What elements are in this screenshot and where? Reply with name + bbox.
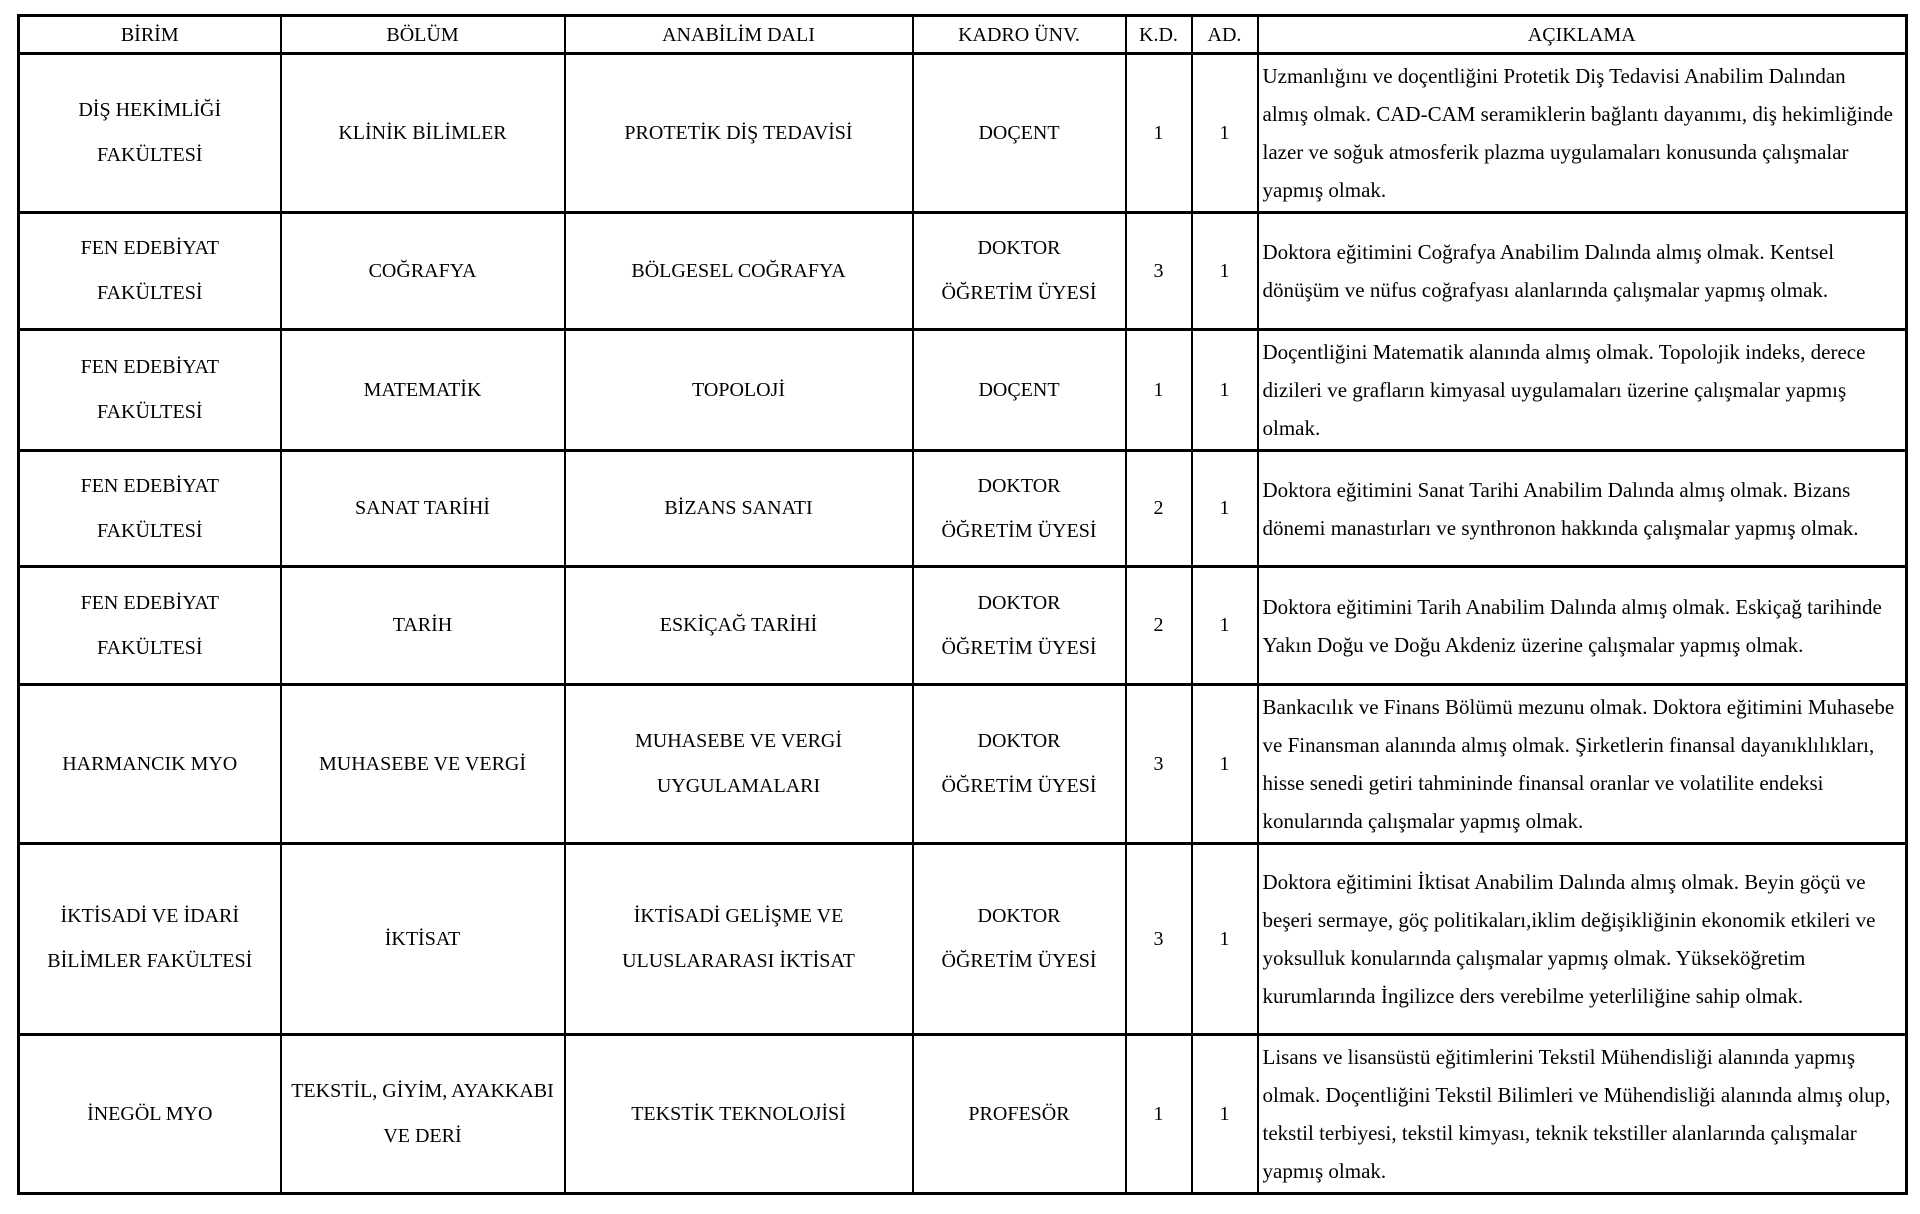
table-row bbox=[19, 844, 1907, 1035]
anabilim-cell: TOPOLOJİ bbox=[565, 330, 913, 451]
aciklama-cell: Bankacılık ve Finans Bölümü mezunu olmak. Doktora eğitimini Muhasebe ve Finansman alanında almış olmak. Şirketlerin finansal dayanıklılıkları, hisse senedi getiri tahmininde finansal oranlar ve volatilite endeksi konularında çalışmalar yapmış olmak. bbox=[1258, 685, 1907, 844]
table-row bbox=[19, 54, 1907, 213]
header-kd: K.D. bbox=[1126, 16, 1192, 54]
kadro-cell: PROFESÖR bbox=[913, 1035, 1126, 1194]
header-row bbox=[19, 16, 1907, 54]
kadro-cell: DOKTOR ÖĞRETİM ÜYESİ bbox=[913, 451, 1126, 567]
anabilim-cell: PROTETİK DİŞ TEDAVİSİ bbox=[565, 54, 913, 213]
table-row bbox=[19, 330, 1907, 451]
table-row bbox=[19, 1035, 1907, 1194]
anabilim-cell: ESKİÇAĞ TARİHİ bbox=[565, 567, 913, 685]
kadro-cell: DOÇENT bbox=[913, 330, 1126, 451]
aciklama-cell: Doktora eğitimini Tarih Anabilim Dalında almış olmak. Eskiçağ tarihinde Yakın Doğu ve Doğu Akdeniz üzerine çalışmalar yapmış olmak. bbox=[1258, 567, 1907, 685]
kadro-cell: DOKTOR ÖĞRETİM ÜYESİ bbox=[913, 567, 1126, 685]
kd-cell: 2 bbox=[1126, 567, 1192, 685]
aciklama-cell: Doçentliğini Matematik alanında almış olmak. Topolojik indeks, derece dizileri ve grafların kimyasal uygulamaları üzerine çalışmalar yapmış olmak. bbox=[1258, 330, 1907, 451]
table-row bbox=[19, 567, 1907, 685]
header-bolum: BÖLÜM bbox=[281, 16, 565, 54]
anabilim-cell: İKTİSADİ GELİŞME VE ULUSLARARASI İKTİSAT bbox=[565, 844, 913, 1035]
table-row bbox=[19, 451, 1907, 567]
kd-cell: 1 bbox=[1126, 330, 1192, 451]
kd-cell: 3 bbox=[1126, 685, 1192, 844]
kadro-cell: DOKTOR ÖĞRETİM ÜYESİ bbox=[913, 213, 1126, 330]
anabilim-cell: BÖLGESEL COĞRAFYA bbox=[565, 213, 913, 330]
birim-cell: FEN EDEBİYAT FAKÜLTESİ bbox=[19, 567, 281, 685]
birim-cell: FEN EDEBİYAT FAKÜLTESİ bbox=[19, 330, 281, 451]
bolum-cell: TEKSTİL, GİYİM, AYAKKABI VE DERİ bbox=[281, 1035, 565, 1194]
academic-positions-table bbox=[17, 14, 1908, 1195]
kadro-cell: DOÇENT bbox=[913, 54, 1126, 213]
header-birim: BİRİM bbox=[19, 16, 281, 54]
anabilim-cell: MUHASEBE VE VERGİ UYGULAMALARI bbox=[565, 685, 913, 844]
birim-cell: İNEGÖL MYO bbox=[19, 1035, 281, 1194]
kd-cell: 1 bbox=[1126, 1035, 1192, 1194]
kd-cell: 1 bbox=[1126, 54, 1192, 213]
bolum-cell: MUHASEBE VE VERGİ bbox=[281, 685, 565, 844]
kd-cell: 2 bbox=[1126, 451, 1192, 567]
table-row bbox=[19, 685, 1907, 844]
ad-cell: 1 bbox=[1192, 330, 1258, 451]
header-anabilim-dali: ANABİLİM DALI bbox=[565, 16, 913, 54]
kadro-cell: DOKTOR ÖĞRETİM ÜYESİ bbox=[913, 844, 1126, 1035]
ad-cell: 1 bbox=[1192, 451, 1258, 567]
birim-cell: HARMANCIK MYO bbox=[19, 685, 281, 844]
bolum-cell: KLİNİK BİLİMLER bbox=[281, 54, 565, 213]
aciklama-cell: Doktora eğitimini Coğrafya Anabilim Dalında almış olmak. Kentsel dönüşüm ve nüfus coğrafyası alanlarında çalışmalar yapmış olmak. bbox=[1258, 213, 1907, 330]
aciklama-cell: Uzmanlığını ve doçentliğini Protetik Diş Tedavisi Anabilim Dalından almış olmak. CAD-CAM seramiklerin bağlantı dayanımı, diş hekimliğinde lazer ve soğuk atmosferik plazma uygulamaları konusunda çalışmalar yapmış olmak. bbox=[1258, 54, 1907, 213]
ad-cell: 1 bbox=[1192, 54, 1258, 213]
bolum-cell: SANAT TARİHİ bbox=[281, 451, 565, 567]
header-aciklama: AÇIKLAMA bbox=[1258, 16, 1907, 54]
kadro-cell: DOKTOR ÖĞRETİM ÜYESİ bbox=[913, 685, 1126, 844]
bolum-cell: MATEMATİK bbox=[281, 330, 565, 451]
ad-cell: 1 bbox=[1192, 213, 1258, 330]
kd-cell: 3 bbox=[1126, 213, 1192, 330]
ad-cell: 1 bbox=[1192, 1035, 1258, 1194]
ad-cell: 1 bbox=[1192, 844, 1258, 1035]
anabilim-cell: TEKSTİK TEKNOLOJİSİ bbox=[565, 1035, 913, 1194]
aciklama-cell: Lisans ve lisansüstü eğitimlerini Tekstil Mühendisliği alanında yapmış olmak. Doçentliğini Tekstil Bilimleri ve Mühendisliği alanında almış olup, tekstil terbiyesi, tekstil kimyası, teknik tekstiller alanlarında çalışmalar yapmış olmak. bbox=[1258, 1035, 1907, 1194]
anabilim-cell: BİZANS SANATI bbox=[565, 451, 913, 567]
header-ad: AD. bbox=[1192, 16, 1258, 54]
birim-cell: FEN EDEBİYAT FAKÜLTESİ bbox=[19, 451, 281, 567]
bolum-cell: COĞRAFYA bbox=[281, 213, 565, 330]
ad-cell: 1 bbox=[1192, 685, 1258, 844]
birim-cell: İKTİSADİ VE İDARİ BİLİMLER FAKÜLTESİ bbox=[19, 844, 281, 1035]
kd-cell: 3 bbox=[1126, 844, 1192, 1035]
aciklama-cell: Doktora eğitimini Sanat Tarihi Anabilim Dalında almış olmak. Bizans dönemi manastırları ve synthronon hakkında çalışmalar yapmış olmak. bbox=[1258, 451, 1907, 567]
birim-cell: FEN EDEBİYAT FAKÜLTESİ bbox=[19, 213, 281, 330]
birim-cell: DİŞ HEKİMLİĞİ FAKÜLTESİ bbox=[19, 54, 281, 213]
bolum-cell: TARİH bbox=[281, 567, 565, 685]
header-kadro-unv: KADRO ÜNV. bbox=[913, 16, 1126, 54]
ad-cell: 1 bbox=[1192, 567, 1258, 685]
aciklama-cell: Doktora eğitimini İktisat Anabilim Dalında almış olmak. Beyin göçü ve beşeri sermaye, göç politikaları,iklim değişikliğinin ekonomik etkileri ve yoksulluk konularında çalışmalar yapmış olmak. Yükseköğretim kurumlarında İngilizce ders verebilme yeterliliğine sahip olmak. bbox=[1258, 844, 1907, 1035]
table-row bbox=[19, 213, 1907, 330]
bolum-cell: İKTİSAT bbox=[281, 844, 565, 1035]
